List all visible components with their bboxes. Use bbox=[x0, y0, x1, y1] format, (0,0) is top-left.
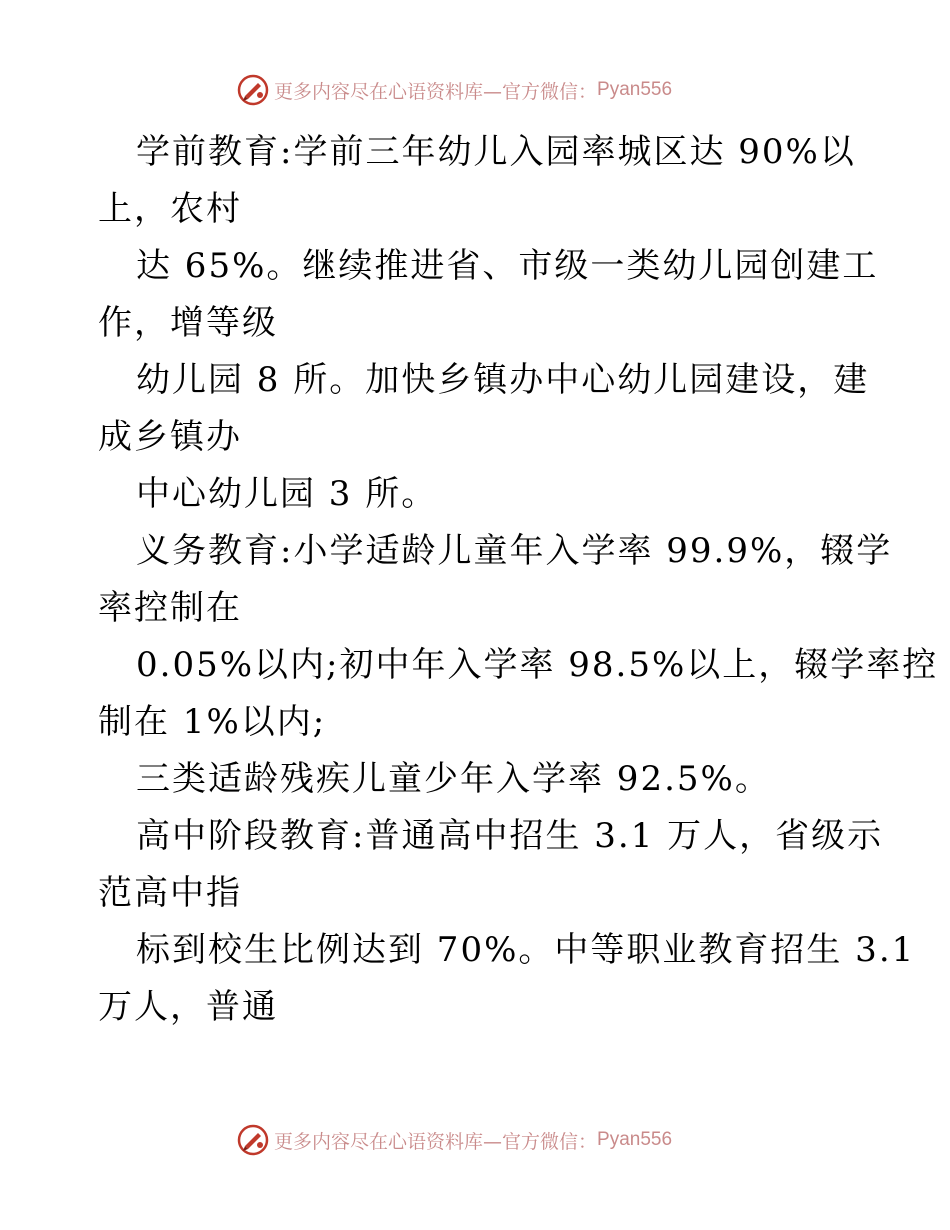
text-line: 万人，普通 bbox=[98, 987, 278, 1027]
watermark-wechat-id: Pyan556 bbox=[597, 1129, 673, 1150]
text-line: 达 65%。继续推进省、市级一类幼儿园创建工 bbox=[136, 246, 879, 286]
text-line: 成乡镇办 bbox=[98, 417, 242, 457]
text-line: 标到校生比例达到 70%。中等职业教育招生 3.1 bbox=[136, 930, 916, 970]
text-line: 中心幼儿园 3 所。 bbox=[136, 474, 438, 514]
text-line: 范高中指 bbox=[98, 873, 242, 913]
text-line: 学前教育:学前三年幼儿入园率城区达 90%以 bbox=[136, 132, 856, 172]
watermark-text: 更多内容尽在心语资料库—官方微信： bbox=[274, 1130, 598, 1153]
text-line: 制在 1%以内; bbox=[98, 702, 327, 742]
text-line: 作，增等级 bbox=[98, 303, 278, 343]
text-line: 高中阶段教育:普通高中招生 3.1 万人，省级示 bbox=[136, 816, 884, 856]
text-line: 上，农村 bbox=[98, 189, 242, 229]
text-line: 三类适龄残疾儿童少年入学率 92.5%。 bbox=[136, 759, 771, 799]
watermark-text: 更多内容尽在心语资料库—官方微信： bbox=[274, 80, 598, 103]
pen-logo-icon bbox=[236, 73, 270, 107]
text-line: 义务教育:小学适龄儿童年入学率 99.9%，辍学 bbox=[136, 531, 893, 571]
footer-watermark bbox=[236, 1123, 672, 1157]
text-line: 率控制在 bbox=[98, 588, 242, 628]
document-body bbox=[98, 124, 939, 1036]
text-line: 幼儿园 8 所。加快乡镇办中心幼儿园建设，建 bbox=[136, 360, 870, 400]
header-watermark bbox=[236, 73, 672, 107]
watermark-wechat-id: Pyan556 bbox=[597, 79, 673, 100]
pen-logo-icon bbox=[236, 1123, 270, 1157]
text-line: 0.05%以内;初中年入学率 98.5%以上，辍学率控 bbox=[136, 645, 939, 685]
